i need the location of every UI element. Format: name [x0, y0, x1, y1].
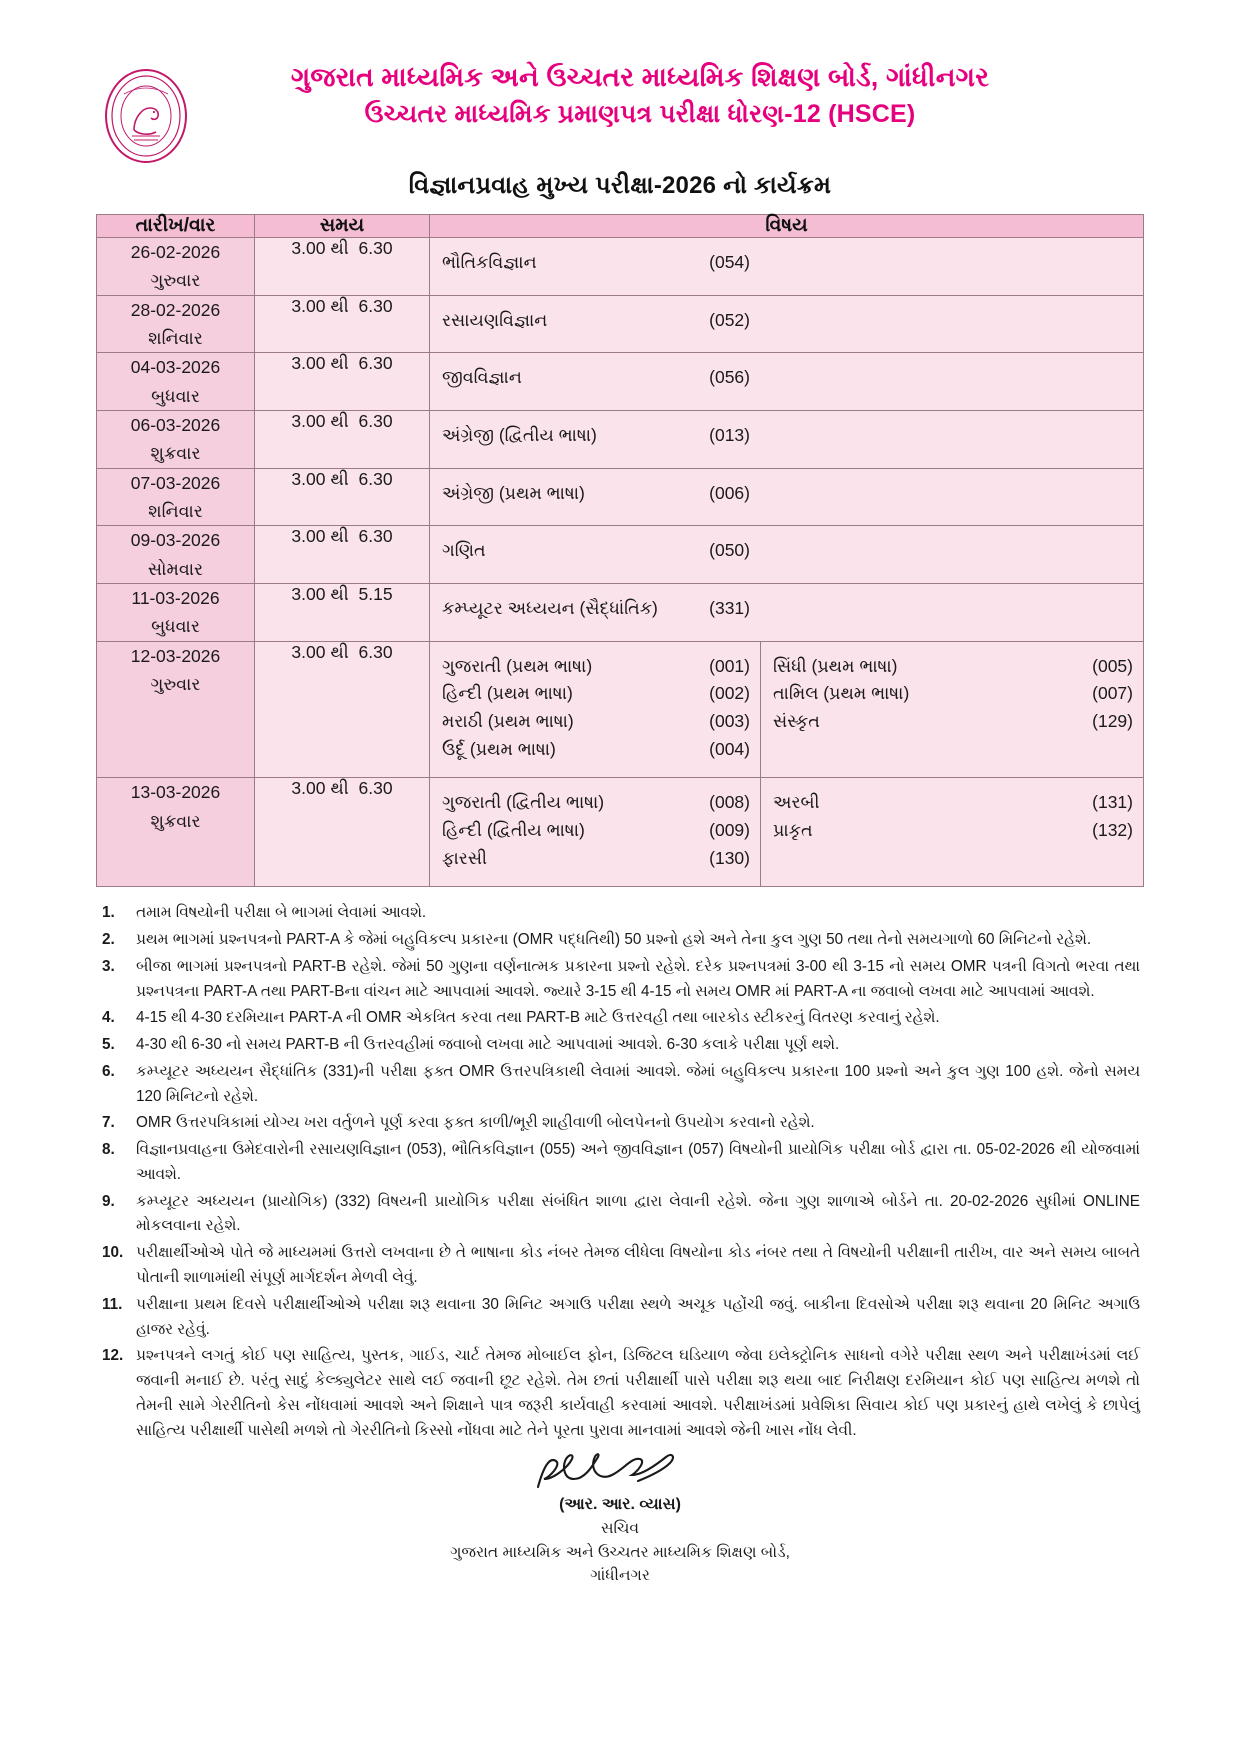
instruction-text: પરીક્ષાના પ્રથમ દિવસે પરીક્ષાર્થીઓએ પરીક્ષા શરૂ થવાના 30 મિનિટ અગાઉ પરીક્ષા સ્થળે અચૂક પહોંચી જવું. બાકીના દિવસોએ પરીક્ષા શરૂ થવાના 20 મિનિટ અગાઉ હાજર રહેવું.: [136, 1295, 1140, 1338]
subject-group-right: [760, 778, 1143, 886]
cell-time: [255, 353, 430, 411]
exam-date: 11-03-2026: [131, 588, 220, 609]
subject-name: સિંધી (પ્રથમ ભાષા): [773, 655, 898, 676]
subject-code: (132): [1092, 820, 1133, 841]
instruction-item: [96, 955, 1144, 1005]
instruction-number: 8.: [102, 1141, 115, 1159]
subject-code: (331): [709, 598, 750, 619]
table-row: [97, 641, 1144, 778]
cell-subjects: [430, 353, 1144, 411]
subject-code: (005): [1092, 655, 1133, 676]
table-header-row: [97, 215, 1144, 238]
instruction-number: 4.: [102, 1009, 115, 1027]
subject-name: ફારસી: [442, 847, 488, 868]
cell-date: [97, 411, 255, 469]
subject-name: અંગ્રેજી (પ્રથમ ભાષા): [442, 482, 585, 503]
cell-subjects: [430, 641, 1144, 778]
cell-date: [97, 468, 255, 526]
cell-subjects: [430, 778, 1144, 887]
subject-name: રસાયણવિજ્ઞાન: [442, 309, 548, 330]
cell-subjects: [430, 238, 1144, 296]
subject-name: અરબી: [773, 792, 820, 813]
exam-date: 12-03-2026: [130, 645, 221, 666]
exam-time: 3.00 થી 6.30: [291, 468, 393, 489]
subject-entry: [442, 653, 750, 681]
subject-group-left: [430, 526, 760, 582]
subject-code: (056): [709, 367, 750, 388]
document-header: [96, 58, 1144, 154]
exam-weekday: શુક્રવાર: [150, 810, 201, 831]
instruction-text: કમ્પ્યૂટર અધ્યયન (પ્રાયોગિક) (332) વિષયની પ્રાયોગિક પરીક્ષા સંબંધિત શાળા દ્વારા લેવાની રહેશે. જેના ગુણ શાળાએ બોર્ડને તા. 20-02-2026 સુધીમાં ONLINE મોકલવાના રહેશે.: [136, 1192, 1140, 1235]
instruction-number: 1.: [102, 904, 115, 922]
table-row: [97, 526, 1144, 584]
subject-code: (050): [709, 540, 750, 561]
exam-date: 09-03-2026: [130, 530, 221, 551]
exam-time: 3.00 થી 6.30: [291, 353, 393, 374]
instruction-item: [96, 1006, 1144, 1031]
instruction-text: પ્રથમ ભાગમાં પ્રશ્નપત્રનો PART-A કે જેમાં બહુવિકલ્પ પ્રકારના (OMR પદ્ધતિથી) 50 પ્રશ્નો હશે અને તેના કુલ ગુણ 50 તથા તેનો સમયગાળો 60 મિનિટનો રહેશે.: [136, 931, 1092, 949]
instruction-item: [96, 1060, 1144, 1110]
subject-group-right: [760, 469, 1143, 525]
subject-entry: [442, 537, 750, 565]
subject-code: (003): [709, 711, 750, 732]
instruction-number: 12.: [102, 1347, 124, 1365]
subject-code: (009): [709, 820, 750, 841]
subject-entry: [442, 680, 750, 708]
instruction-text: 4-30 થી 6-30 નો સમય PART-B ની ઉત્તરવહીમાં જવાબો લખવા માટે આપવામાં આવશે. 6-30 કલાકે પરીક્ષા પૂર્ણ થશે.: [136, 1036, 840, 1054]
signatory-city: ગાંધીનગર: [590, 1566, 650, 1584]
instruction-item: [96, 1111, 1144, 1136]
exam-date: 13-03-2026: [130, 782, 221, 803]
instruction-number: 5.: [102, 1036, 115, 1054]
exam-weekday: બુધવાર: [151, 616, 200, 637]
table-row: [97, 238, 1144, 296]
table-row: [97, 295, 1144, 353]
subject-group-left: [430, 584, 760, 640]
cell-date: [97, 353, 255, 411]
instruction-text: OMR ઉત્તરપત્રિકામાં યોગ્ય ખરા વર્તુળને પૂર્ણ કરવા ફક્ત કાળી/ભૂરી શાહીવાળી બોલપેનનો ઉપયોગ કરવાનો રહેશે.: [136, 1114, 815, 1132]
table-row: [97, 584, 1144, 642]
subject-group-right: [760, 584, 1143, 640]
subject-entry: [442, 789, 750, 817]
subject-code: (001): [709, 655, 750, 676]
exam-weekday: શનિવાર: [148, 328, 203, 349]
instruction-number: 9.: [102, 1192, 115, 1210]
subject-name: કમ્પ્યૂટર અધ્યયન (સૈદ્ધાંતિક): [442, 598, 658, 619]
exam-weekday: શુક્રવાર: [150, 443, 201, 464]
cell-date: [97, 295, 255, 353]
instructions-list: [96, 901, 1144, 1443]
exam-name: ઉચ્ચતર માધ્યમિક પ્રમાણપત્ર પરીક્ષા ધોરણ-12 (HSCE): [364, 100, 916, 129]
subject-group-right: [760, 353, 1143, 409]
cell-date: [97, 584, 255, 642]
exam-time: 3.00 થી 6.30: [291, 238, 393, 258]
cell-date: [97, 526, 255, 584]
exam-time: 3.00 થી 6.30: [291, 778, 393, 799]
signatory-role: સચિવ: [600, 1520, 640, 1538]
instruction-item: [96, 1293, 1144, 1343]
subject-entry: [442, 307, 750, 335]
exam-date: 28-02-2026: [130, 299, 221, 320]
subject-group-right: [760, 642, 1143, 778]
exam-date: 06-03-2026: [130, 415, 221, 436]
page-title: વિજ્ઞાનપ્રવાહ મુખ્ય પરીક્ષા-2026 નો કાર્યક્રમ: [408, 172, 832, 199]
cell-subjects: [430, 584, 1144, 642]
subject-code: (131): [1092, 792, 1133, 813]
subject-entry: [442, 708, 750, 736]
instruction-text: બીજા ભાગમાં પ્રશ્નપત્રનો PART-B રહેશે. જેમાં 50 ગુણના વર્ણનાત્મક પ્રકારના પ્રશ્નો રહેશે. દરેક પ્રશ્નપત્રમાં 3-00 થી 3-15 નો સમય OMR પત્રની વિગતો ભરવા તથા પ્રશ્નપત્રના PART-A તથા PART-Bના વાંચન માટે આપવામાં આવશે. જ્યારે 3-15 થી 4-15 નો સમય OMR માં PART-A ના જવાબો લખવા માટે આપવામાં આવશે.: [136, 957, 1140, 1000]
subject-name: અંગ્રેજી (દ્વિતીય ભાષા): [442, 425, 597, 446]
table-row: [97, 468, 1144, 526]
subject-code: (054): [709, 252, 750, 272]
exam-date: 26-02-2026: [130, 242, 221, 262]
table-row: [97, 778, 1144, 887]
subject-name: જીવવિજ્ઞાન: [442, 367, 522, 388]
subject-name: સંસ્કૃત: [773, 711, 820, 732]
table-row: [97, 411, 1144, 469]
subject-code: (007): [1092, 683, 1133, 704]
subject-entry: [442, 422, 750, 450]
col-header-date: તારીખ/વાર: [97, 215, 255, 238]
cell-time: [255, 411, 430, 469]
subject-code: (129): [1092, 711, 1133, 732]
subject-entry: [773, 817, 1133, 845]
instruction-number: 7.: [102, 1114, 115, 1132]
subject-entry: [442, 845, 750, 873]
subject-entry: [442, 364, 750, 392]
instruction-item: [96, 901, 1144, 926]
signatory-org: ગુજરાત માધ્યમિક અને ઉચ્ચતર માધ્યમિક શિક્ષણ બોર્ડ,: [450, 1543, 790, 1561]
instruction-text: પ્રશ્નપત્રને લગતું કોઈ પણ સાહિત્ય, પુસ્તક, ગાઈડ, ચાર્ટ તેમજ મોબાઈલ ફોન, ડિજિટલ ઘડિયાળ જેવા ઇલેક્ટ્રોનિક સાધનો વગેરે પરીક્ષા સ્થળ અને પરીક્ષાખંડમાં લઈ જવાની મનાઈ છે. પરંતુ સાદું કેલ્ક્યુલેટર સાથે લઈ જવાની છૂટ રહેશે. તેમ છતાં પરીક્ષાર્થી પાસે પરીક્ષા શરૂ થયા બાદ નિરીક્ષણ દરમિયાન કોઈ પણ સાહિત્ય મળશે તો તેમની સામે ગેરરીતિનો કેસ નોંધવામાં આવશે અને શિક્ષાને પાત્ર જરૂરી કાર્યવાહી કરવામાં આવશે. પરીક્ષાખંડમાં પ્રવેશિકા સિવાય કોઈ પણ પ્રકારનું હાથે લખેલું કે છાપેલું સાહિત્ય પરીક્ષાર્થી પાસેથી મળશે તો ગેરરીતિનો કિસ્સો નોંધવા માટે તેને પૂરતા પુરાવા માનવામાં આવશે જેની ખાસ નોંધ લેવી.: [136, 1347, 1140, 1439]
subject-name: ભૌતિકવિજ્ઞાન: [442, 252, 537, 272]
cell-time: [255, 641, 430, 778]
subject-name: તામિલ (પ્રથમ ભાષા): [773, 683, 910, 704]
subject-code: (130): [709, 847, 750, 868]
subject-name: ગણિત: [442, 540, 486, 561]
cell-time: [255, 468, 430, 526]
instruction-number: 6.: [102, 1062, 115, 1080]
cell-date: [97, 641, 255, 778]
instruction-text: પરીક્ષાર્થીઓએ પોતે જે માધ્યમમાં ઉત્તરો લખવાના છે તે ભાષાના કોડ નંબર તેમજ લીધેલા વિષયોના કોડ નંબર તથા તે વિષયોની પરીક્ષાની તારીખ, વાર અને સમય બાબતે પોતાની શાળામાંથી સંપૂર્ણ માર્ગદર્શન મેળવી લેવું.: [136, 1244, 1140, 1287]
signature-block: [96, 1449, 1144, 1587]
instruction-text: તમામ વિષયોની પરીક્ષા બે ભાગમાં લેવામાં આવશે.: [136, 904, 427, 922]
instruction-number: 10.: [102, 1244, 124, 1262]
subject-group-left: [430, 469, 760, 525]
instruction-item: [96, 1190, 1144, 1240]
cell-subjects: [430, 295, 1144, 353]
cell-date: [97, 778, 255, 887]
board-name: ગુજરાત માધ્યમિક અને ઉચ્ચતર માધ્યમિક શિક્ષણ બોર્ડ, ગાંધીનગર: [290, 62, 990, 92]
instruction-item: [96, 1241, 1144, 1291]
subject-entry: [773, 653, 1133, 681]
table-body: [97, 238, 1144, 887]
exam-schedule-table: [96, 214, 1144, 887]
board-seal-icon: [104, 68, 188, 164]
cell-subjects: [430, 411, 1144, 469]
subject-group-left: [430, 778, 760, 886]
instruction-item: [96, 1344, 1144, 1443]
subject-code: (013): [709, 425, 750, 446]
subject-group-right: [760, 238, 1143, 294]
subject-name: ગુજરાતી (પ્રથમ ભાષા): [442, 655, 593, 676]
subject-code: (002): [709, 683, 750, 704]
subject-name: હિન્દી (પ્રથમ ભાષા): [442, 683, 573, 704]
subject-name: ગુજરાતી (દ્વિતીય ભાષા): [442, 792, 605, 813]
signatory-name: (આર. આર. વ્યાસ): [559, 1496, 681, 1514]
instruction-text: કમ્પ્યૂટર અધ્યયન સૈદ્ધાંતિક (331)ની પરીક્ષા ફક્ત OMR ઉત્તરપત્રિકાથી લેવામાં આવશે. જેમાં બહુવિકલ્પ પ્રકારના 100 પ્રશ્નો અને કુલ ગુણ 100 હશે. જેનો સમય 120 મિનિટનો રહેશે.: [136, 1062, 1140, 1105]
subject-entry: [773, 789, 1133, 817]
instruction-item: [96, 1138, 1144, 1188]
col-header-subject: વિષય: [430, 215, 1144, 238]
cell-time: [255, 584, 430, 642]
exam-time: 3.00 થી 6.30: [291, 295, 393, 316]
handwritten-signature-icon: [96, 1449, 1144, 1495]
subject-entry: [442, 817, 750, 845]
exam-date: 04-03-2026: [130, 357, 221, 378]
subject-group-left: [430, 642, 760, 778]
subject-code: (006): [709, 482, 750, 503]
cell-date: [97, 238, 255, 296]
heading-block: [96, 58, 1144, 133]
cell-subjects: [430, 526, 1144, 584]
subject-name: મરાઠી (પ્રથમ ભાષા): [442, 711, 574, 732]
instruction-number: 3.: [102, 957, 115, 975]
subject-entry: [442, 595, 750, 623]
subject-group-left: [430, 296, 760, 352]
subject-group-right: [760, 526, 1143, 582]
exam-weekday: ગુરુવાર: [150, 270, 201, 291]
subject-code: (008): [709, 792, 750, 813]
instruction-number: 2.: [102, 931, 115, 949]
subject-entry: [442, 480, 750, 508]
subject-group-right: [760, 296, 1143, 352]
exam-weekday: બુધવાર: [151, 385, 200, 406]
instruction-text: 4-15 થી 4-30 દરમિયાન PART-A ની OMR એકત્રિત કરવા તથા PART-B માટે ઉત્તરવહી તથા બારકોડ સ્ટીકરનું વિતરણ કરવાનું રહેશે.: [136, 1009, 940, 1027]
subject-entry: [773, 680, 1133, 708]
cell-time: [255, 295, 430, 353]
subject-group-right: [760, 411, 1143, 467]
subject-name: ઉર્દૂ (પ્રથમ ભાષા): [442, 738, 556, 759]
subject-name: હિન્દી (દ્વિતીય ભાષા): [442, 820, 585, 841]
subject-code: (052): [709, 309, 750, 330]
instruction-number: 11.: [102, 1295, 123, 1313]
exam-time: 3.00 થી 5.15: [291, 584, 393, 605]
cell-time: [255, 778, 430, 887]
subject-entry: [442, 249, 750, 277]
col-header-time: સમય: [255, 215, 430, 238]
instruction-item: [96, 1033, 1144, 1058]
table-row: [97, 353, 1144, 411]
subject-name: પ્રાકૃત: [773, 820, 813, 841]
cell-time: [255, 526, 430, 584]
exam-date: 07-03-2026: [130, 472, 221, 493]
subject-group-left: [430, 411, 760, 467]
exam-time: 3.00 થી 6.30: [291, 641, 393, 662]
subject-group-left: [430, 238, 760, 294]
cell-time: [255, 238, 430, 296]
subject-code: (004): [709, 738, 750, 759]
instruction-text: વિજ્ઞાનપ્રવાહના ઉમેદવારોની રસાયણવિજ્ઞાન (053), ભૌતિકવિજ્ઞાન (055) અને જીવવિજ્ઞાન (057) વિષયોની પ્રાયોગિક પરીક્ષા બોર્ડ દ્વારા તા. 05-02-2026 થી યોજવામાં આવશે.: [136, 1141, 1140, 1183]
exam-time: 3.00 થી 6.30: [291, 526, 393, 547]
exam-weekday: ગુરુવાર: [150, 674, 201, 695]
exam-weekday: શનિવાર: [148, 501, 203, 522]
exam-weekday: સોમવાર: [147, 558, 204, 579]
subject-group-left: [430, 353, 760, 409]
instruction-item: [96, 928, 1144, 953]
cell-subjects: [430, 468, 1144, 526]
subject-entry: [773, 708, 1133, 736]
exam-time: 3.00 થી 6.30: [291, 411, 393, 432]
subject-entry: [442, 736, 750, 764]
